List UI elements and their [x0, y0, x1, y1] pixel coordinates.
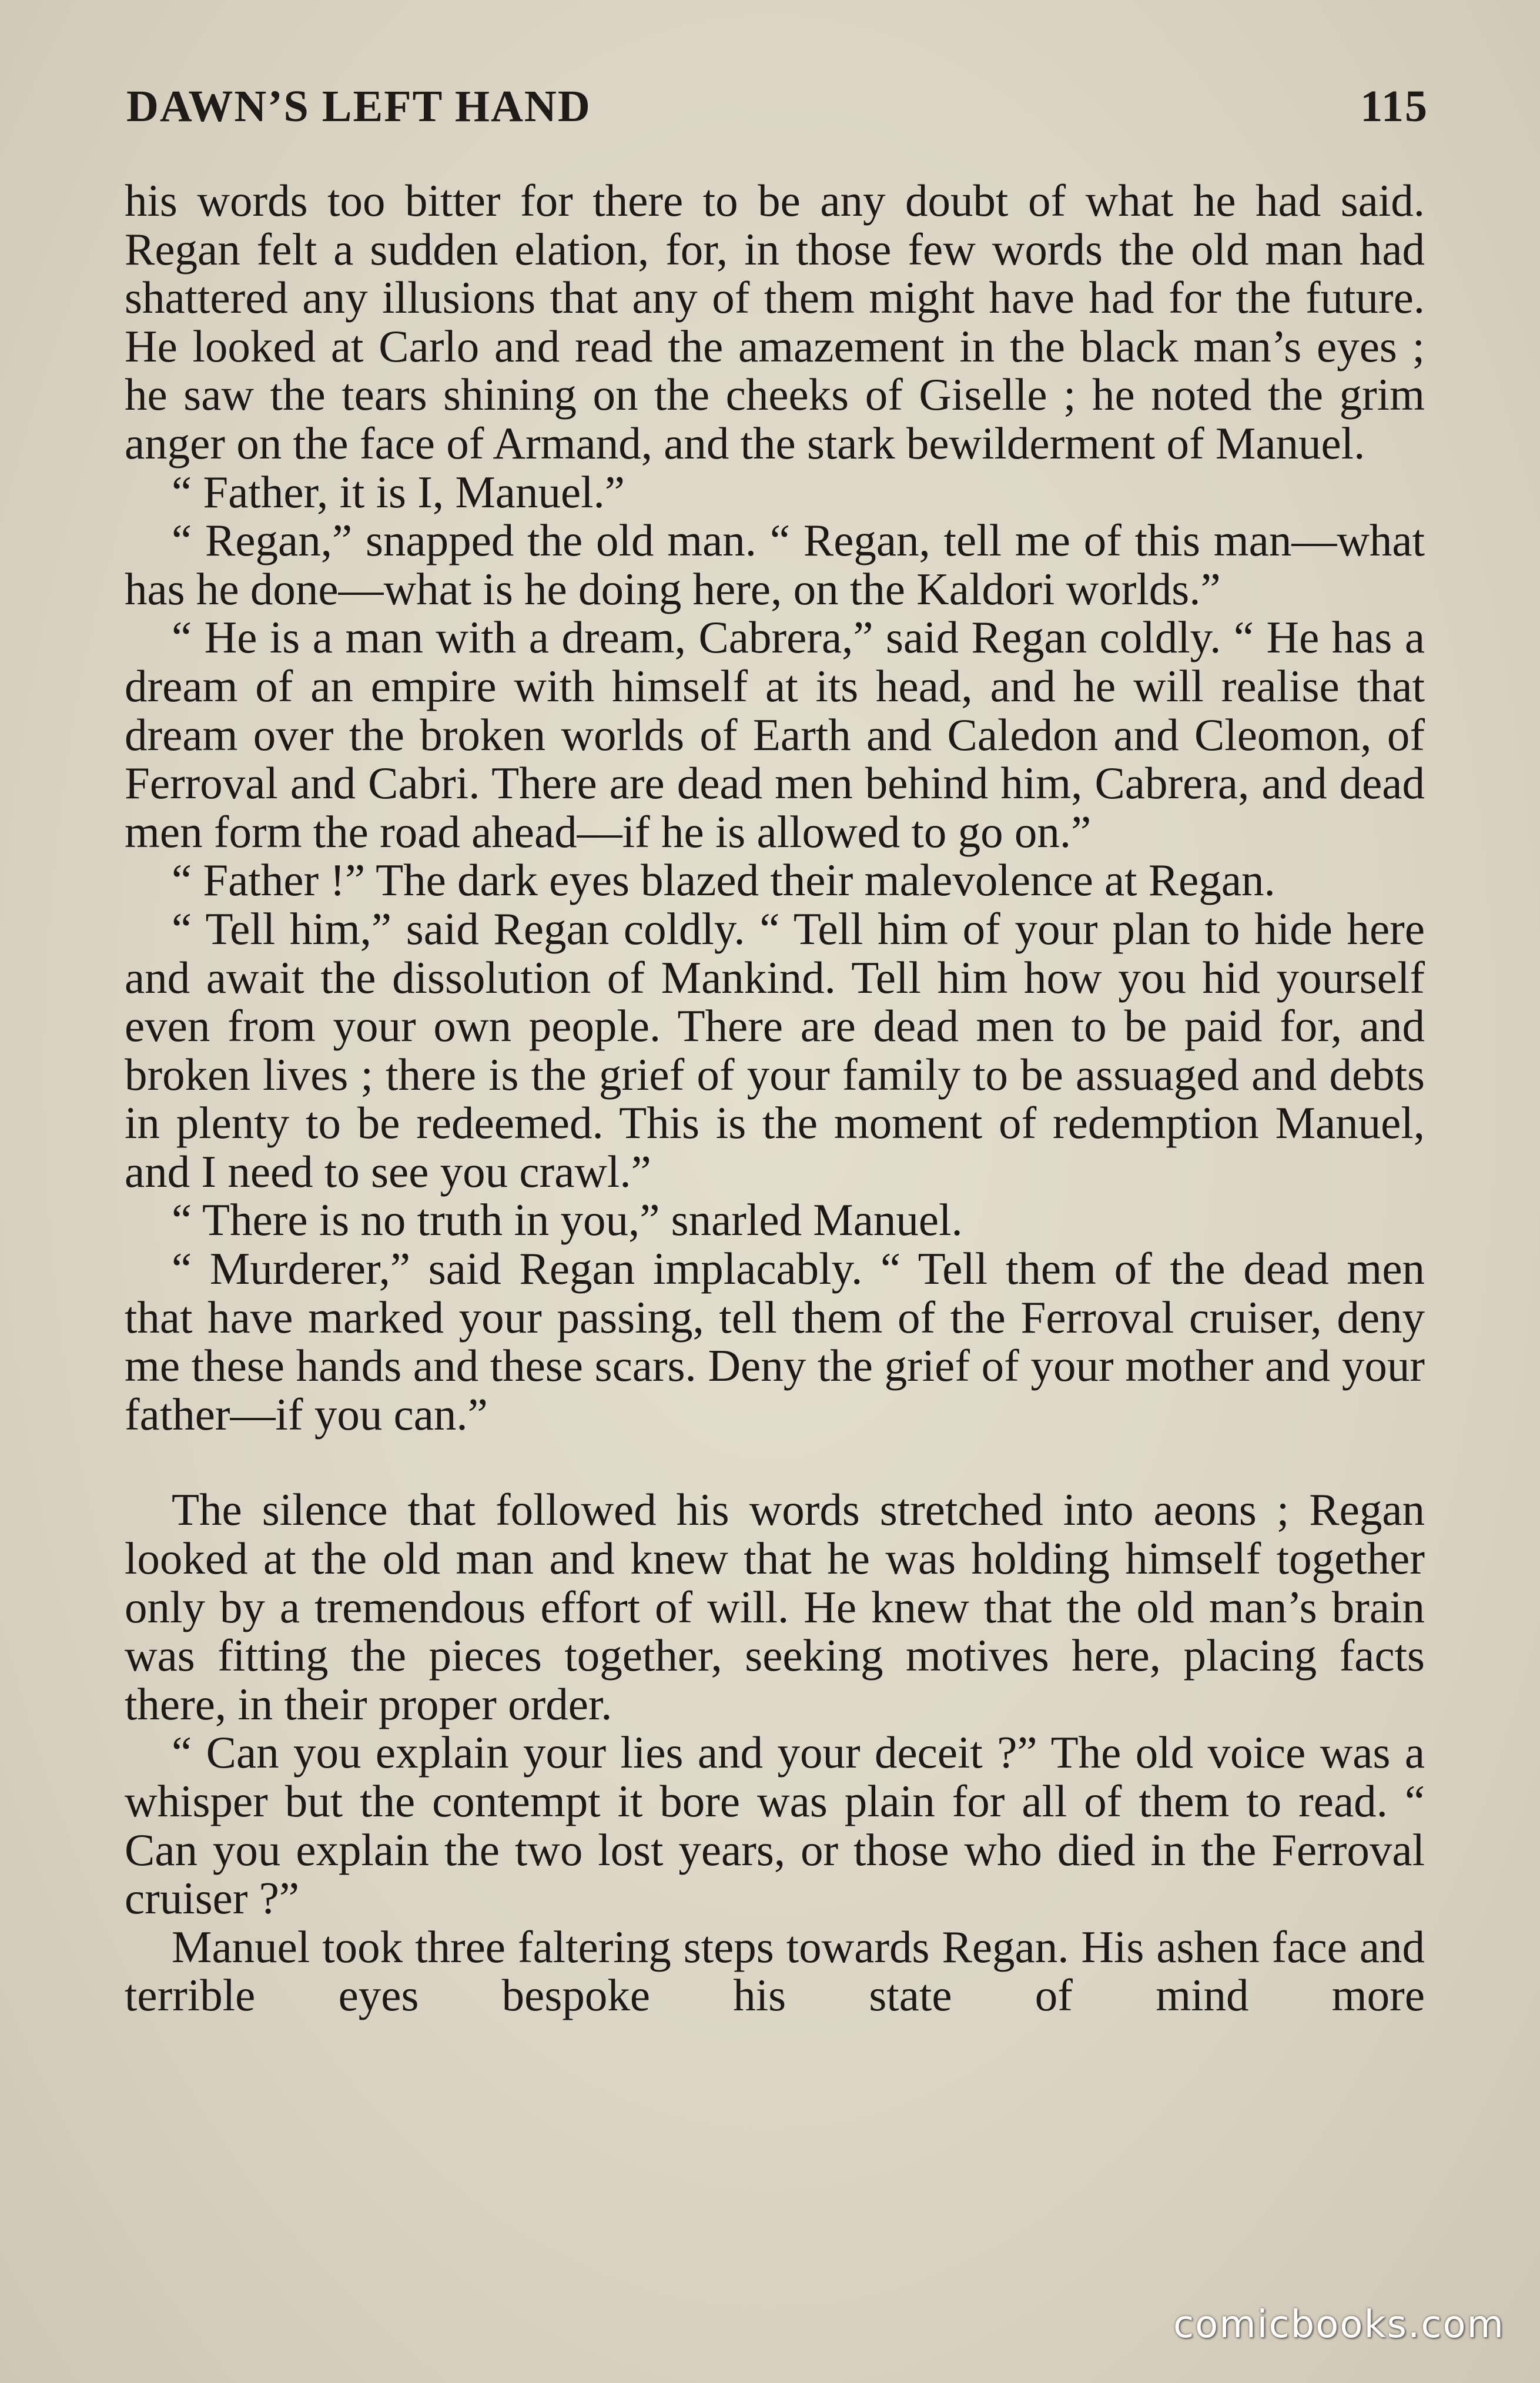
body-text — [125, 176, 1425, 2020]
paragraph: “ Tell him,” said Regan coldly. “ Tell him of your plan to hide here and await the dissolution of Mankind. Tell him how you hid yourself even from your own people. There are dead men to be paid for, and broken lives ; there is the grief of your family to be assuaged and debts in plenty to be redeemed. This is the moment of redemption Manuel, and I need to see you crawl.” — [125, 903, 1425, 1197]
paragraph: “ There is no truth in you,” snarled Manuel. — [172, 1194, 963, 1246]
paragraph: “ Can you explain your lies and your deceit ?” The old voice was a whisper but the contempt it bore was plain for all of them to read. “ Can you explain the two lost years, or those who died in the Ferroval cruiser ?” — [125, 1727, 1425, 1924]
running-head — [126, 81, 1428, 146]
paragraph: “ Regan,” snapped the old man. “ Regan, tell me of this man—what has he done—what is he doing here, on the Kaldori worlds.” — [125, 515, 1425, 614]
book-title: DAWN’S LEFT HAND — [126, 82, 591, 131]
paragraph: “ Murderer,” said Regan implacably. “ Tell them of the dead men that have marked your passing, tell them of the Ferroval cruiser, deny me these hands and these scars. Deny the grief of your mother and your father—if you can.” — [125, 1243, 1425, 1440]
paragraph: “ Father, it is I, Manuel.” — [172, 466, 625, 517]
paragraph: “ He is a man with a dream, Cabrera,” said Regan coldly. “ He has a dream of an empire with himself at its head, and he will realise that dream over the broken worlds of Earth and Caledon and Cleomon, of Ferroval and Cabri. There are dead men behind him, Cabrera, and dead men form the road ahead—if he is allowed to go on.” — [125, 612, 1425, 857]
paragraph: Manuel took three faltering steps towards Regan. His ashen face and terrible eyes bespoke his state of mind more — [125, 1921, 1425, 2021]
paragraph: his words too bitter for there to be any doubt of what he had said. Regan felt a sudden elation, for, in those few words the old man had shattered any illusions that any of them might have had for the future. He looked at Carlo and read the amazement in the black man’s eyes ; he saw the tears shining on the cheeks of Giselle ; he noted the grim anger on the face of Armand, and the stark bewilderment of Manuel. — [125, 175, 1425, 468]
paragraph: The silence that followed his words stretched into aeons ; Regan looked at the old man and knew that he was holding himself together only by a tremendous effort of will. He knew that the old man’s brain was fitting the pieces together, seeking motives here, placing facts there, in their proper order. — [125, 1484, 1425, 1729]
page-number: 115 — [1360, 82, 1428, 131]
watermark: comicbooks.com — [1173, 2303, 1505, 2347]
paragraph: “ Father !” The dark eyes blazed their malevolence at Regan. — [172, 855, 1275, 906]
